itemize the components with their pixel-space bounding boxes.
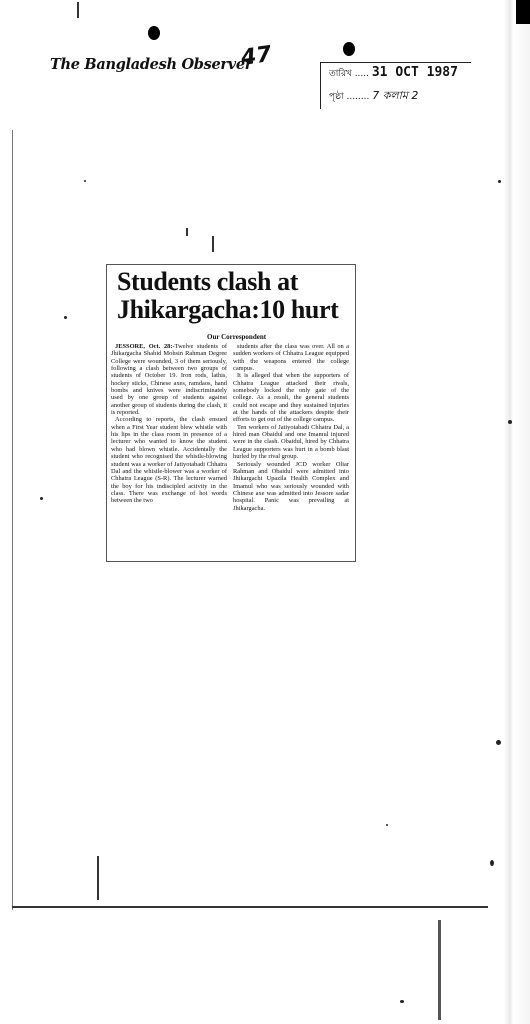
article-headline: Students clash at Jhikargacha:10 hurt [117, 267, 339, 324]
article-paragraph: According to reports, the clash ensued when a First Year student blew whistle with his lips in the class room in presence of a lecturer who wanted to know the student who had blown whistle. Accidentally the student who recognised the whistle-blowing student was a worker of Jatiyotabadi Chhatra Dal and the whistle-blower was a worker of Chhatra League (S-R). The lecturer warned the boy for his indiscipled activity in the class. There was exchange of hot words between the two [111, 416, 227, 505]
newspaper-masthead: The Bangladesh Observer [50, 56, 253, 73]
stamp-date-label: তারিখ [329, 69, 352, 79]
date-stamp [320, 62, 471, 109]
scan-speck [400, 1000, 404, 1003]
paper-edge-shadow [486, 0, 530, 1024]
scan-mark [97, 856, 99, 900]
stamp-date-row: তারিখ ..... 31 OCT 1987 [329, 65, 458, 80]
article-paragraph: students after the class was over. All on a sudden workers of Chhatra League equipped with the weapons entered the college campus. [233, 343, 349, 373]
punch-hole-right [343, 42, 355, 56]
news-clipping [106, 264, 356, 562]
stamp-page-label: পৃষ্ঠা [329, 92, 344, 102]
article-paragraph: It is alleged that when the supporters of Chhatra League attacked their rivals, somebody locked the only gate of the college. As a result, the general students could not escape and they sustained injuries at the hands of the attackers despite their efforts to get out of the college campus. [233, 372, 349, 424]
scan-mark [212, 236, 214, 252]
article-dateline: JESSORE, Oct. 28:- [115, 343, 175, 350]
scan-speck [496, 740, 501, 745]
scan-speck [84, 180, 86, 182]
scan-speck [386, 824, 388, 826]
scan-corner-shadow [516, 0, 530, 24]
paper-left-edge [12, 130, 13, 910]
stamp-date: 31 OCT 1987 [371, 65, 458, 80]
handwritten-page-number: 47 [239, 41, 274, 72]
scan-smudge [438, 920, 441, 1020]
punch-hole-left [148, 26, 160, 40]
scan-mark [77, 2, 79, 18]
article-paragraph: JESSORE, Oct. 28:-Twelve students of Jhikargacha Shahid Mohsin Rahman Degree College were wounded, 3 of them seriously, following a clash between two groups of students of October 19. Iron rods, lathis, hockey sticks, Chinese axes, ramdaos, hand bombs and knives were indiscriminately used by one group of students against another group of students during the clash, it is reported. [111, 343, 228, 417]
stamp-page-row: পৃষ্ঠা ........ 7 কলাম 2 [329, 89, 419, 102]
article-byline: Our Correspondent [207, 333, 267, 341]
scan-speck [40, 497, 43, 500]
scan-speck [498, 180, 501, 183]
scan-speck [508, 420, 512, 424]
article-column-1 [111, 343, 227, 505]
article-column-2 [233, 343, 349, 512]
article-paragraph: Seriously wounded JCD worker Oliar Rahman and Obaidul were admitted into Jhikargachi Upazila Health Complex and Imamul who was seriously wounded with Chinese axe was admitted into Jessore sadar hospital. Panic was prevailing at Jhikargacha. [233, 460, 349, 512]
article-paragraph: Ten workers of Jatiyotabadi Chhatra Dal, a hired man Obaidul and one Imamul injured were in the clash. Obaidul, hired by Chhatra League supporters was hurt in a bomb blast hurled by the rival group. [233, 423, 349, 461]
stamp-page-ref: 7 কলাম 2 [372, 89, 419, 102]
scan-mark [186, 228, 188, 236]
scan-speck [490, 860, 494, 866]
scan-speck [64, 316, 67, 319]
paper-bottom-edge [12, 906, 488, 908]
